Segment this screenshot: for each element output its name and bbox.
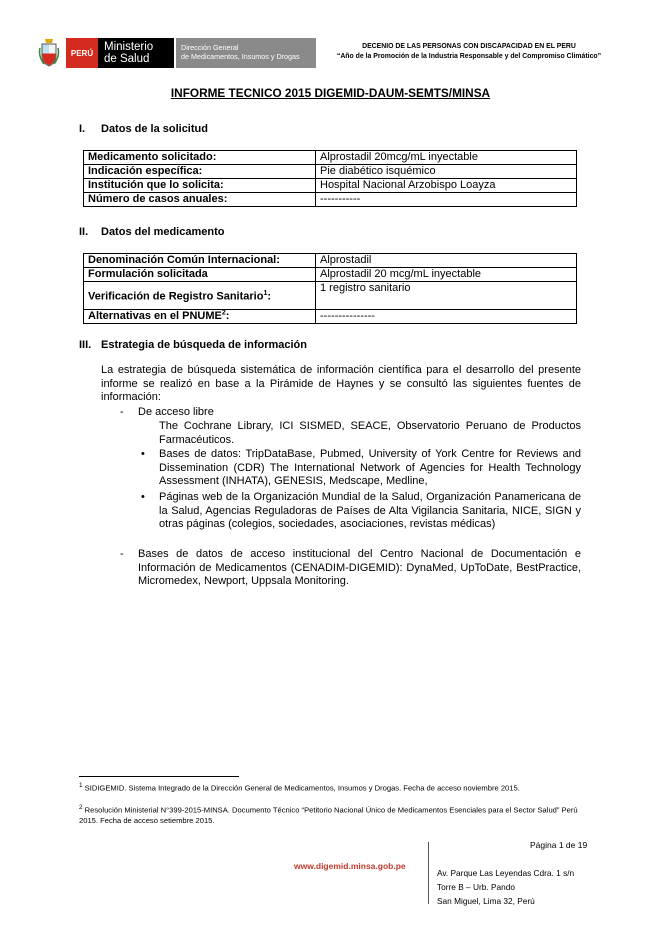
decenio-line1: DECENIO DE LAS PERSONAS CON DISCAPACIDAD EN EL PERU — [362, 43, 576, 50]
pnume-colon: : — [225, 309, 230, 322]
address-line-1: Av. Parque Las Leyendas Cdra. 1 s/n — [437, 868, 575, 878]
section-3-number: III. — [79, 339, 92, 351]
row-value: 1 registro sanitario — [316, 282, 577, 310]
report-title: INFORME TECNICO 2015 DIGEMID-DAUM-SEMTS/MINSA — [170, 86, 491, 100]
row-label: Denominación Común Internacional: — [84, 254, 316, 268]
row-value: ----------- — [316, 193, 577, 207]
row-label: Formulación solicitada — [84, 268, 316, 282]
footnote-1 — [79, 781, 584, 794]
bullet-paginas-web: Páginas web de la Organización Mundial de la Salud, Organización Panamericana de la Salud, Agencias Reguladoras de Países de Alta Vigilancia Sanitaria, NICE, SIGN y otras páginas (colegios, sociedades, asociaciones, revistas médicas) — [159, 491, 581, 530]
footnote-ref-1: 1 — [263, 290, 268, 297]
table-row — [84, 309, 577, 323]
footnote-divider — [79, 776, 239, 777]
row-label — [84, 309, 316, 323]
medicamento-table — [83, 253, 577, 324]
row-label: Indicación específica: — [84, 165, 316, 179]
row-value: Alprostadil — [316, 254, 577, 268]
coat-of-arms-icon — [38, 38, 60, 68]
dash-marker: - — [120, 548, 124, 560]
ministerio-line2: de Salud — [104, 53, 150, 65]
row-label: Institución que lo solicita: — [84, 179, 316, 193]
pnume-label: Alternativas en el PNUME — [88, 309, 222, 322]
table-row — [84, 151, 577, 165]
acceso-libre-sources: The Cochrane Library, ICI SISMED, SEACE, Observatorio Peruano de Productos Farmacéuticos. — [159, 420, 581, 446]
address-line-2: Torre B – Urb. Pando — [437, 882, 515, 892]
ministerio-line1: Ministerio — [104, 41, 154, 53]
bullet-bases-de-datos: Bases de datos: TripDataBase, Pubmed, University of York Centre for Reviews and Dissemination (CDR) The International Network of Agencies for Health Technology Assessment (INHATA), GENESIS, Medscape, Medline, — [159, 448, 581, 487]
section-2-number: II. — [79, 226, 89, 238]
footnote-1-number: 1 — [79, 782, 83, 789]
row-value: Alprostadil 20mcg/mL inyectable — [316, 151, 577, 165]
bullet-marker: • — [141, 448, 145, 460]
registro-colon: : — [267, 290, 272, 303]
footnote-2-number: 2 — [79, 804, 83, 811]
table-row — [84, 179, 577, 193]
footer-address — [437, 866, 574, 908]
table-row — [84, 254, 577, 268]
website-link[interactable]: www.digemid.minsa.gob.pe — [294, 861, 406, 871]
section-2-title: Datos del medicamento — [101, 226, 225, 238]
page-number: Página 1 de 19 — [530, 840, 588, 850]
footnote-ref-2: 2 — [221, 309, 226, 316]
row-value: Hospital Nacional Arzobispo Loayza — [316, 179, 577, 193]
ministerio-de-salud-logo — [98, 38, 174, 68]
bullet-marker: • — [141, 491, 145, 503]
row-label: Medicamento solicitado: — [84, 151, 316, 165]
direccion-line2: de Medicamentos, Insumos y Drogas — [181, 52, 300, 61]
decenio-banner — [330, 42, 608, 62]
acceso-institucional: Bases de datos de acceso institucional del Centro Nacional de Documentación e Información de Medicamentos (CENADIM-DIGEMID): DynaMed, UpToDate, BestPractice, Micromedex, Newport, Uppsala Monitoring. — [138, 548, 581, 587]
peru-label: PERÚ — [66, 38, 98, 68]
footer-divider — [428, 842, 429, 904]
decenio-line2: “Año de la Promoción de la Industria Responsable y del Compromiso Climático” — [336, 53, 602, 60]
row-label: Número de casos anuales: — [84, 193, 316, 207]
footnote-1-text: SIDIGEMID. Sistema Integrado de la Dirección General de Medicamentos, Insumos y Drogas. Fecha de acceso noviembre 2015. — [84, 783, 520, 793]
section-1-heading — [79, 123, 208, 135]
section-1-number: I. — [79, 123, 86, 135]
table-row — [84, 193, 577, 207]
section-2-heading — [79, 226, 224, 238]
direccion-line1: Dirección General — [181, 43, 239, 52]
row-label — [84, 282, 316, 310]
row-value: Alprostadil 20 mcg/mL inyectable — [316, 268, 577, 282]
dash-marker: - — [120, 406, 124, 418]
footnote-2-text: Resolución Ministerial N°399-2015-MINSA. Documento Técnico “Petitorio Nacional Único de Medicamentos Esenciales para el Sector Salud” Perú 2015. Fecha de acceso setiembre 2015. — [79, 805, 578, 825]
section-3-heading — [79, 339, 307, 351]
table-row — [84, 165, 577, 179]
table-row — [84, 282, 577, 310]
section-1-title: Datos de la solicitud — [101, 123, 208, 135]
acceso-libre-label: De acceso libre — [138, 406, 214, 418]
strategy-intro: La estrategia de búsqueda sistemática de información científica para el desarrollo del presente informe se realizó en base a la Pirámide de Haynes y se consultó las siguientes fuentes de información: — [101, 364, 581, 403]
table-row — [84, 268, 577, 282]
row-value: Pie diabético isquémico — [316, 165, 577, 179]
row-value: --------------- — [316, 309, 577, 323]
address-line-3: San Miguel, Lima 32, Perú — [437, 896, 535, 906]
footnote-2 — [79, 803, 584, 826]
direccion-general-logo — [176, 38, 316, 68]
section-3-title: Estrategia de búsqueda de información — [101, 339, 307, 351]
solicitud-table — [83, 150, 577, 207]
registro-label: Verificación de Registro Sanitario — [88, 290, 264, 303]
